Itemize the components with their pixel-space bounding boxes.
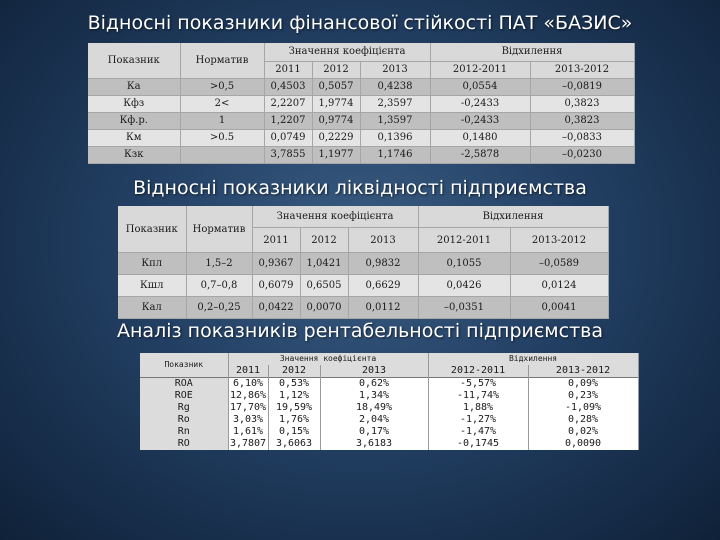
cell: 0,6629: [348, 275, 418, 297]
cell: 0,2–0,25: [186, 297, 252, 319]
cell: -1,27%: [428, 414, 528, 426]
cell: 0,0426: [418, 275, 510, 297]
cell: –0,0351: [418, 297, 510, 319]
cell: >0,5: [180, 79, 264, 96]
cell: 0,0554: [430, 79, 530, 96]
cell: 17,70%: [229, 402, 267, 413]
year-cell: 2012-2011: [418, 228, 510, 253]
cell: 0,5057: [312, 79, 360, 96]
year-cell: 2011: [264, 62, 312, 79]
year-cell: 2012: [312, 62, 360, 79]
table-row: [88, 79, 634, 96]
header-znachennia: Значення коефіцієнта: [228, 353, 428, 365]
cell: -0,2433: [430, 113, 530, 130]
cell: 0,53%: [268, 378, 320, 391]
cell: 0,02%: [528, 426, 638, 438]
liquidity-table: [118, 206, 609, 319]
cell: 18,49%: [320, 402, 428, 414]
cell: 2,3597: [360, 96, 430, 113]
year-cell: 2013-2012: [530, 62, 634, 79]
cell: 0,3823: [530, 113, 634, 130]
header-pokaznyk: Показник: [118, 206, 186, 253]
cell: ROA: [140, 378, 228, 391]
cell: 0,6505: [300, 275, 348, 297]
cell: 1,34%: [320, 390, 428, 402]
header-pokaznyk: Показник: [88, 43, 180, 79]
cell: 1,1977: [312, 147, 360, 164]
cell: –0,0833: [530, 130, 634, 147]
cell: –0,0230: [530, 147, 634, 164]
title-financial-stability: Відносні показники фінансової стійкості ПАТ «БАЗИС»: [87, 12, 633, 34]
table-row: [88, 147, 634, 164]
cell: 0,9367: [252, 253, 300, 275]
cell: Кф.р.: [88, 113, 180, 130]
cell: 0,4503: [264, 79, 312, 96]
title-liquidity: Відносні показники ліквідності підприємства: [133, 177, 587, 199]
cell: 1,76%: [268, 414, 320, 426]
cell: -11,74%: [428, 390, 528, 402]
table-header-row: [118, 206, 608, 228]
cell: 1,88%: [428, 402, 528, 414]
cell: 0,28%: [528, 414, 638, 426]
year-cell: 2012-2011: [430, 62, 530, 79]
year-cell: 2013: [348, 228, 418, 253]
cell: -1,09%: [528, 402, 638, 414]
cell: 3,6183: [320, 438, 428, 450]
table-row: [88, 96, 634, 113]
cell: 1,12%: [268, 390, 320, 402]
year-cell: 2013: [320, 365, 428, 378]
cell: -0,2433: [430, 96, 530, 113]
cell: -5,57%: [428, 378, 528, 391]
cell: 0,6079: [252, 275, 300, 297]
cell: 0,0041: [510, 297, 608, 319]
table-row: [140, 414, 638, 426]
table-row: [118, 275, 608, 297]
cell: 1,5–2: [186, 253, 252, 275]
cell: –0,0589: [510, 253, 608, 275]
table-row: [140, 378, 638, 391]
cell: 2<: [180, 96, 264, 113]
cell: 0,0112: [348, 297, 418, 319]
table-row: [140, 390, 638, 402]
cell: 0,0124: [510, 275, 608, 297]
cell: 0,0090: [528, 438, 638, 450]
cell: [180, 147, 264, 164]
cell: 0,2229: [312, 130, 360, 147]
cell: 0,9774: [312, 113, 360, 130]
table-row: [140, 438, 638, 450]
table-header-row: [88, 43, 634, 62]
header-znachennia: Значення коефіцієнта: [252, 206, 418, 228]
cell: 0,23%: [528, 390, 638, 402]
cell: 1,2207: [264, 113, 312, 130]
header-vidkhylennia: Відхилення: [430, 43, 634, 62]
cell: Rg: [140, 402, 228, 414]
cell: 0,17%: [320, 426, 428, 438]
cell: 0,1055: [418, 253, 510, 275]
table-row: [140, 426, 638, 438]
cell: -1,47%: [428, 426, 528, 438]
cell: 0,4238: [360, 79, 430, 96]
table-row: [118, 253, 608, 275]
cell: Кшл: [118, 275, 186, 297]
table-row: [88, 130, 634, 147]
cell: 2,04%: [320, 414, 428, 426]
cell: 3,6063: [268, 438, 320, 450]
year-cell: 2013: [360, 62, 430, 79]
table-row: [88, 113, 634, 130]
header-vidkhylennia: Відхилення: [428, 353, 638, 365]
cell: 0,1396: [360, 130, 430, 147]
cell: Ro: [140, 414, 228, 426]
year-cell: 2011: [252, 228, 300, 253]
cell: 3,03%: [228, 414, 268, 426]
cell: 0,0749: [264, 130, 312, 147]
year-cell: 2012: [300, 228, 348, 253]
title-profitability: Аналіз показників рентабельності підприємства: [117, 320, 603, 342]
cell: Кпл: [118, 253, 186, 275]
year-cell: 2012-2011: [428, 365, 528, 378]
cell: 0,09%: [528, 378, 638, 391]
cell: Rn: [140, 426, 228, 438]
cell: 0,62%: [320, 378, 428, 391]
header-znachennia: Значення коефіцієнта: [264, 43, 430, 62]
cell: >0.5: [180, 130, 264, 147]
cell: 3,7807: [229, 438, 267, 449]
year-cell: 2013-2012: [510, 228, 608, 253]
cell: 19,59%: [268, 402, 320, 414]
cell: ROE: [140, 390, 228, 402]
cell: 3,7855: [264, 147, 312, 164]
cell: 0,0070: [300, 297, 348, 319]
cell: Км: [88, 130, 180, 147]
cell: -2,5878: [430, 147, 530, 164]
cell: -0,1745: [428, 438, 528, 450]
cell: 0,3823: [530, 96, 634, 113]
cell: 0,0422: [252, 297, 300, 319]
table-row: [140, 402, 638, 414]
cell: Кфз: [88, 96, 180, 113]
profitability-table: [140, 353, 639, 450]
header-normatyv: Норматив: [186, 206, 252, 253]
cell: 12,86%: [229, 390, 267, 401]
cell: 0,15%: [268, 426, 320, 438]
header-vidkhylennia: Відхилення: [418, 206, 608, 228]
cell: 1,0421: [300, 253, 348, 275]
cell: 1,9774: [312, 96, 360, 113]
cell: 1,61%: [228, 426, 268, 438]
cell: Кзк: [88, 147, 180, 164]
header-pokaznyk: Показник: [140, 353, 228, 378]
cell: –0,0819: [530, 79, 634, 96]
cell: RO: [140, 438, 228, 450]
cell: Кал: [118, 297, 186, 319]
table-header-row: [140, 353, 638, 365]
financial-stability-table: [88, 43, 635, 164]
header-normatyv: Норматив: [180, 43, 264, 79]
year-cell: 2012: [268, 365, 320, 378]
cell: Ка: [88, 79, 180, 96]
cell: 0,1480: [430, 130, 530, 147]
cell: 0,9832: [348, 253, 418, 275]
cell: 6,10%: [228, 378, 268, 391]
cell: 1,1746: [360, 147, 430, 164]
year-cell: 2013-2012: [528, 365, 638, 378]
cell: 0,7–0,8: [186, 275, 252, 297]
table-row: [118, 297, 608, 319]
cell: 2,2207: [264, 96, 312, 113]
cell: 1,3597: [360, 113, 430, 130]
cell: 1: [180, 113, 264, 130]
year-cell: 2011: [228, 365, 268, 378]
